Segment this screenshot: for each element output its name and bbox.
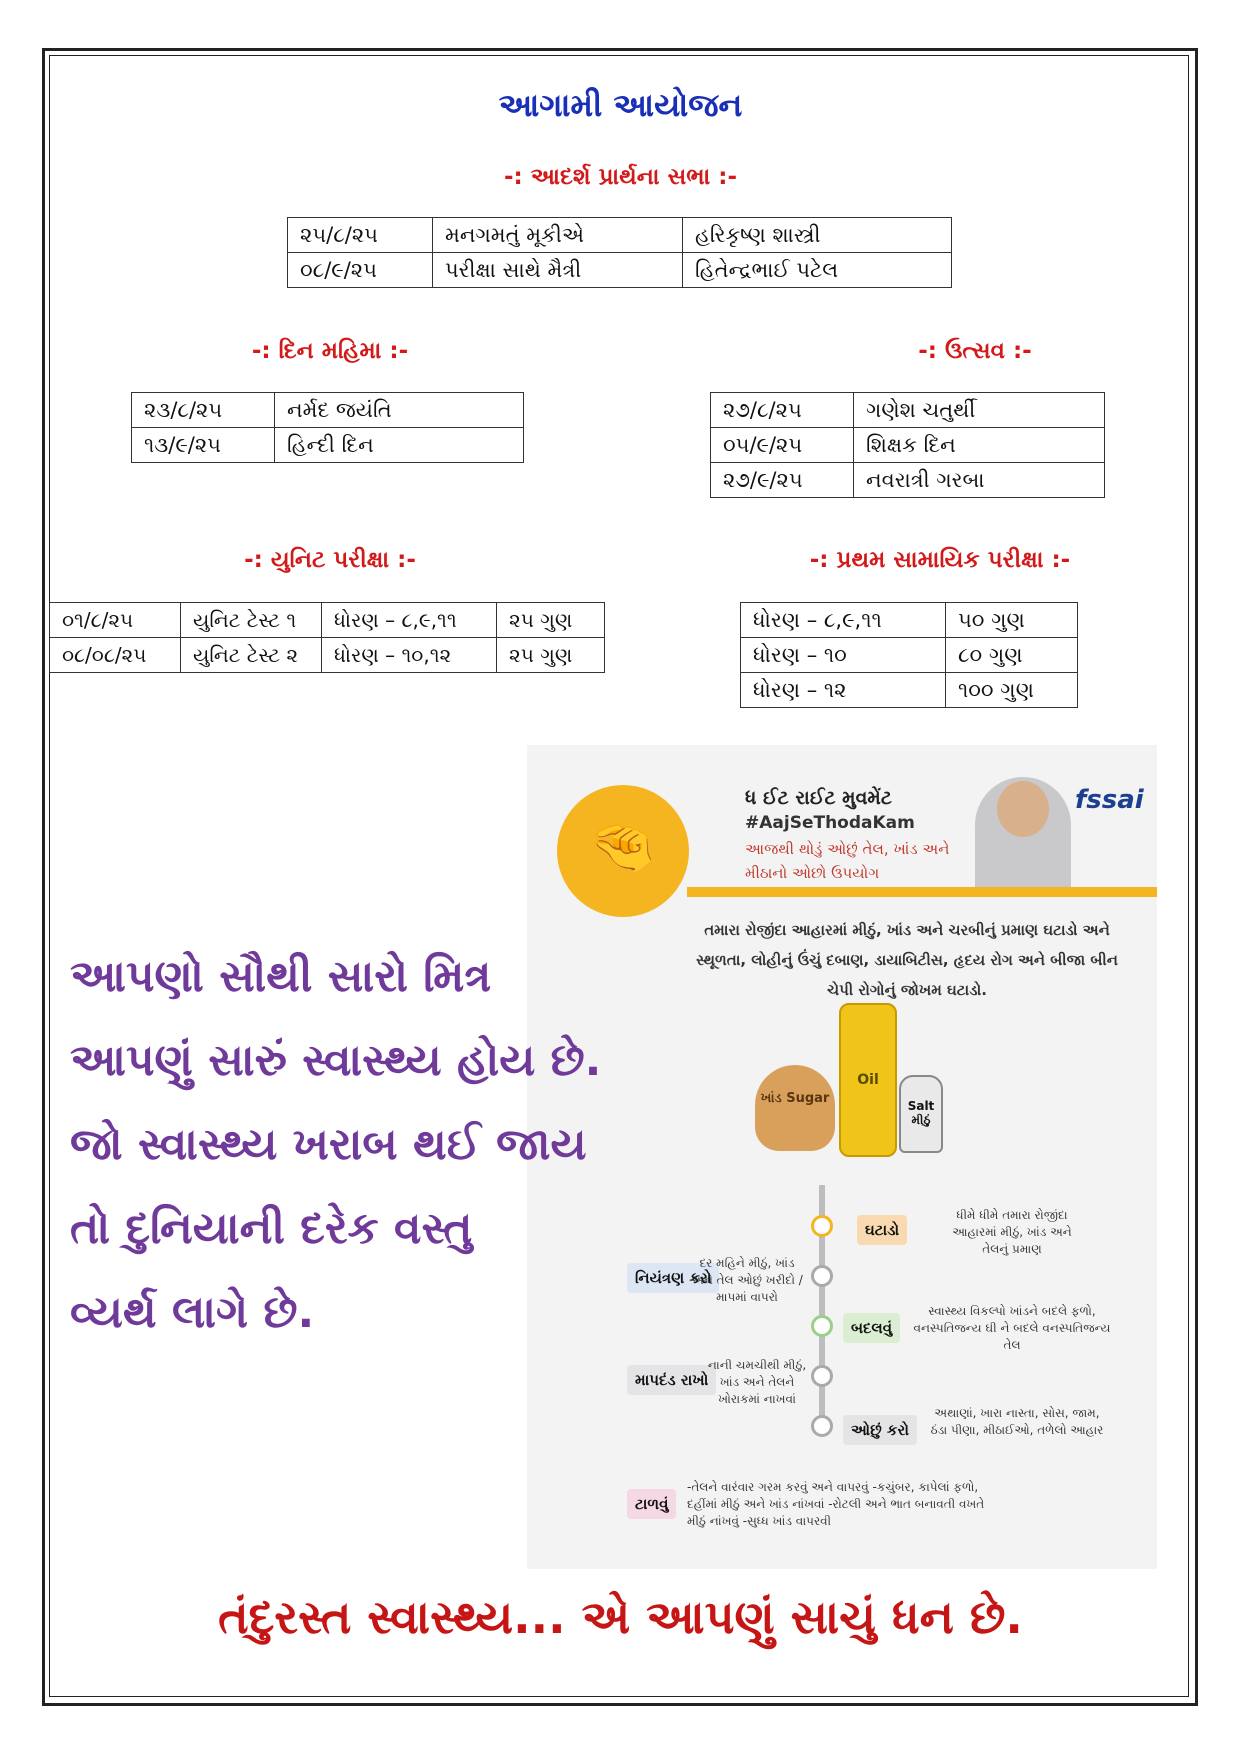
- table-row: [132, 428, 524, 463]
- table-cell: ૦૮/૦૮/૨૫: [50, 638, 181, 673]
- timeline-node: [811, 1315, 833, 1337]
- table-cell: ધોરણ – ૮,૯,૧૧: [741, 603, 946, 638]
- timeline-node: [811, 1415, 833, 1437]
- oil-bottle-icon: Oil: [839, 1003, 897, 1157]
- table-cell: નવરાત્રી ગરબા: [854, 463, 1105, 498]
- table-cell: હિન્દી દિન: [275, 428, 524, 463]
- table-row: [741, 673, 1078, 708]
- table-cell: ૦૧/૮/૨૫: [50, 603, 181, 638]
- timeline-node: [811, 1215, 833, 1237]
- infographic-subtitle: આજથી થોડું ઓછું તેલ, ખાંડ અને મીઠાનો ઓછો ઉપયોગ: [745, 840, 950, 882]
- table-cell: ધોરણ – ૮,૯,૧૧: [322, 603, 497, 638]
- table-row: [50, 603, 605, 638]
- table-row: [288, 253, 952, 288]
- table-cell: ૧૦૦ ગુણ: [946, 673, 1078, 708]
- unit-test-table: [49, 602, 605, 673]
- step-text: દર મહિને મીઠું, ખાંડ અને તેલ ઓછું ખરીદો / માપમાં વાપરો: [691, 1256, 803, 1304]
- prayer-table: [287, 217, 952, 288]
- table-cell: ૧૩/૯/૨૫: [132, 428, 275, 463]
- step-label: માપદંડ રાખો: [627, 1365, 716, 1395]
- infographic-heading: ધ ઈટ રાઈટ મુવમેંટ: [745, 787, 892, 809]
- table-cell: ૦૮/૯/૨૫: [288, 253, 433, 288]
- step-label: બદલવું: [843, 1313, 900, 1343]
- table-cell: નર્મદ જયંતિ: [275, 393, 524, 428]
- din-mahima-table: [131, 392, 524, 463]
- table-cell: ધોરણ – ૧૦,૧૨: [322, 638, 497, 673]
- first-exam-heading: -: પ્રથમ સામાયિક પરીક્ષા :-: [809, 547, 1071, 573]
- step-label: નિયંત્રણ કરો: [627, 1263, 719, 1293]
- table-cell: હરિકૃષ્ણ શાસ્ત્રી: [683, 218, 952, 253]
- table-cell: ૫૦ ગુણ: [946, 603, 1078, 638]
- step-text: -તેલને વારંવાર ગરમ કરવું અને વાપરવું -કચુંબર, કાપેલાં ફળો, દહીંમાં મીઠું અને ખાંડ નાંખવાં -રોટલી અને ભાત બનાવતી વખતે મીઠું નાંખવું -સુધ્ધ ખાંડ વાપરવી: [687, 1480, 985, 1528]
- table-cell: ધોરણ – ૧૦: [741, 638, 946, 673]
- footer-slogan: તંદુરસ્ત સ્વાસ્થ્ય... એ આપણું સાચું ધન છે.: [218, 1590, 1023, 1644]
- step-text: નાની ચમચીથી મીઠું, ખાંડ અને તેલને ખોરાકમાં નાખવાં: [707, 1358, 807, 1406]
- table-cell: ૨૩/૮/૨૫: [132, 393, 275, 428]
- table-cell: ૨૭/૮/૨૫: [711, 393, 854, 428]
- table-row: [50, 638, 605, 673]
- person-head: [997, 781, 1049, 837]
- table-row: [288, 218, 952, 253]
- table-cell: ૮૦ ગુણ: [946, 638, 1078, 673]
- table-cell: ૦૫/૯/૨૫: [711, 428, 854, 463]
- step-text: ધીમે ધીમે તમારા રોજીંદા આહારમાં મીઠું, ખાંડ અને તેલનું પ્રમાણ: [952, 1208, 1072, 1256]
- unit-test-heading: -: યુનિટ પરીક્ષા :-: [244, 547, 416, 573]
- table-cell: પરીક્ષા સાથે મૈત્રી: [433, 253, 683, 288]
- fssai-logo: fssai: [1075, 785, 1144, 815]
- table-row: [741, 603, 1078, 638]
- table-cell: હિતેન્દ્રભાઈ પટેલ: [683, 253, 952, 288]
- table-cell: ૨૫ ગુણ: [497, 603, 605, 638]
- infographic-hashtag: #AajSeThodaKam: [745, 813, 915, 833]
- quote-line: આપણું સારું સ્વાસ્થ્ય હોય છે.: [70, 1035, 602, 1086]
- first-exam-table: [740, 602, 1078, 708]
- table-cell: ૨૫ ગુણ: [497, 638, 605, 673]
- table-cell: મનગમતું મૂકીએ: [433, 218, 683, 253]
- table-row: [711, 463, 1105, 498]
- quote-line: તો દુનિયાની દરેક વસ્તુ: [70, 1203, 473, 1254]
- timeline-node: [811, 1365, 833, 1387]
- health-quote: [70, 935, 670, 1355]
- table-row: [741, 638, 1078, 673]
- timeline-node: [811, 1265, 833, 1287]
- table-row: [711, 428, 1105, 463]
- quote-line: વ્યર્થ લાગે છે.: [70, 1287, 315, 1338]
- table-cell: ૨૫/૮/૨૫: [288, 218, 433, 253]
- table-cell: ૨૭/૯/૨૫: [711, 463, 854, 498]
- prayer-heading: -: આદર્શ પ્રાર્થના સભા :-: [503, 164, 737, 190]
- step-text: અથાણાં, ખારા નાસ્તા, સોસ, જામ, ઠંડા પીણા, મીઠાઈઓ, તળેલો આહાર: [930, 1406, 1104, 1437]
- table-cell: શિક્ષક દિન: [854, 428, 1105, 463]
- table-cell: યુનિટ ટેસ્ટ ૨: [181, 638, 322, 673]
- sugar-sack-icon: ખાંડ Sugar: [755, 1065, 835, 1151]
- table-cell: યુનિટ ટેસ્ટ ૧: [181, 603, 322, 638]
- quote-line: આપણો સૌથી સારો મિત્ર: [70, 951, 492, 1002]
- table-row: [132, 393, 524, 428]
- table-cell: ગણેશ ચતુર્થી: [854, 393, 1105, 428]
- utsav-table: [710, 392, 1105, 498]
- step-text: સ્વાસ્થ્ય વિકલ્પો ખાંડને બદલે ફળો, વનસ્પતિજન્ય ઘી ને બદલે વનસ્પતિજન્ય તેલ: [913, 1304, 1111, 1352]
- salt-shaker-icon: Salt મીઠું: [899, 1075, 943, 1153]
- page-title: આગામી આયોજન: [498, 86, 743, 124]
- infographic-description: તમારા રોજીંદા આહારમાં મીઠું, ખાંડ અને ચરબીનું પ્રમાણ ઘટાડો અને સ્થૂળતા, લોહીનું ઉંચું દબાણ, ડાયાબિટીસ, હૃદય રોગ અને બીજા બીન ચેપી રોગોનું જોખમ ઘટાડો.: [696, 921, 1118, 999]
- yellow-band: [687, 887, 1157, 897]
- pinch-hand-icon: 🤏: [589, 815, 657, 878]
- quote-line: જો સ્વાસ્થ્ય ખરાબ થઈ જાય: [70, 1119, 587, 1170]
- step-label: ઘટાડો: [857, 1215, 907, 1245]
- step-label: ઓછું કરો: [843, 1415, 917, 1445]
- step-label: ટાળવું: [627, 1489, 676, 1519]
- din-mahima-heading: -: દિન મહિમા :-: [251, 338, 409, 364]
- table-row: [711, 393, 1105, 428]
- utsav-heading: -: ઉત્સવ :-: [918, 338, 1032, 364]
- table-cell: ધોરણ – ૧૨: [741, 673, 946, 708]
